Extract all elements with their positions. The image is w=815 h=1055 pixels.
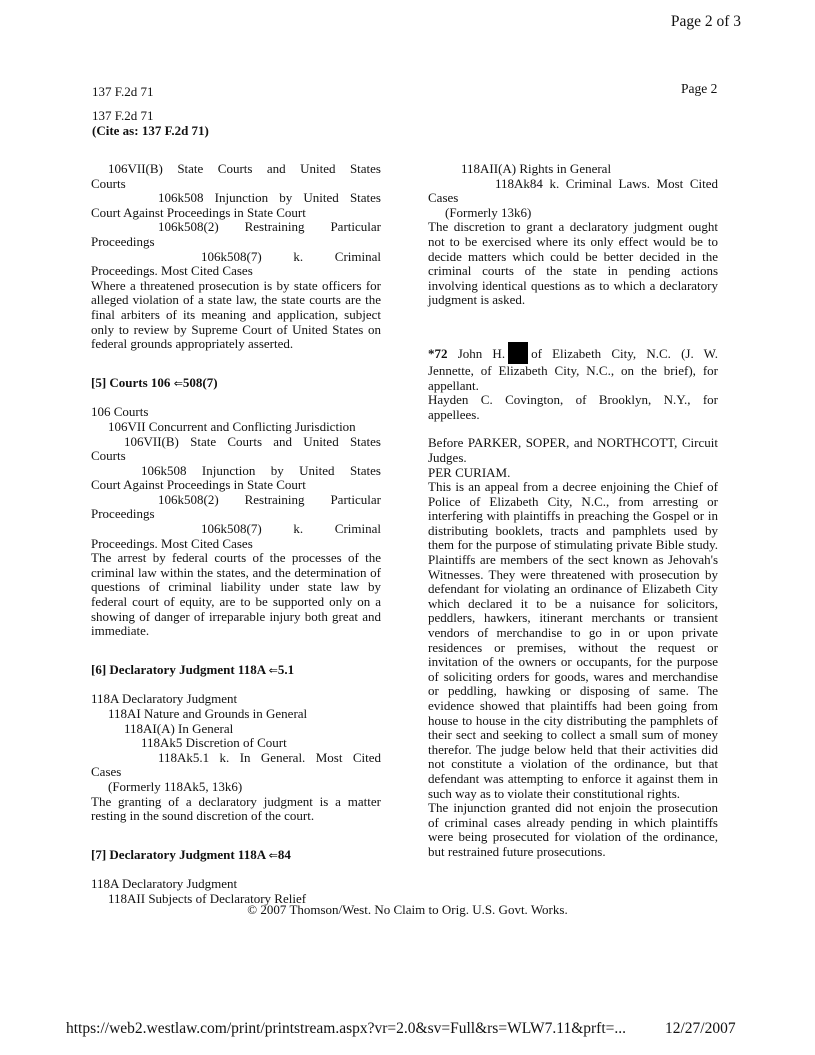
keynote-line: 118AII Subjects of Declaratory Relief [108,890,307,906]
panel-judges: Before PARKER, SOPER, and NORTHCOTT, Circuit Judges. [428,435,718,465]
opinion-text: This is an appeal from a decree enjoining the Chief of Police of Elizabeth City, N.C., from arresting or interfering with plaintiffs in preaching the Gospel or in distributing booklets, tracts and pamphlets used by them for the purpose of stimulating private Bible study. Plaintiffs are members of the sect known as Jehovah's Witnesses. They were threatened with prosecution by defendant for violating an ordinance of Elizabeth City which declared it to be a nuisance for solicitors, peddlers, hawkers, itinerant merchants or transient vendors of merchandise to go in or upon private residences or premises, without the request or invitation of the owners or occupants, for the purpose of soliciting orders for goods, wares and merchandise or peddling, hawking or disposing of same. The evidence showed that plaintiffs had been going from house to house in the city distributing the pamphlets of their sect and seeking to collect a small sum of money therefor. The judge below held that their activities did not constitute a violation of the ordinance, but that defendant was attempting to enforce it against them in such way as to violate their constitutional rights. [428,479,718,801]
keynote-line: 118Ak5 Discretion of Court [141,735,287,751]
page-count: Page 2 of 3 [670,13,741,30]
copyright-notice: © 2007 Thomson/West. No Claim to Orig. U.S. Govt. Works. [247,902,568,917]
keynote-line: 118Ak84 k. Criminal Laws. Most Cited [495,175,718,191]
key-symbol-icon: ⇐ [268,663,278,677]
keynote-line: Proceedings [91,506,155,522]
headnote-text: The granting of a declaratory judgment is a matter resting in the sound discretion of the court. [91,793,381,824]
print-date: 12/27/2007 [665,1020,736,1037]
opinion-text: The injunction granted did not enjoin the prosecution of criminal cases already pending in which plaintiffs were being prosecuted for violation of the ordinance, but restrained future prosecutions. [428,800,718,859]
headnote-text: The discretion to grant a declaratory judgment ought not to be exercised where its only effect would be to decide matters which could be better decided in the criminal courts of the state in pending actions involving identical questions as to which a declaratory judgment is asked. [428,219,718,308]
keynote-line: 118Ak5.1 k. In General. Most Cited [158,749,381,765]
keynote-line: Proceedings. Most Cited Cases [91,263,253,279]
left-column [91,162,381,907]
keynote-line: Court Against Proceedings in State Court [91,204,306,220]
keynote-line: 106VII(B) State Courts and United States [108,161,381,176]
keynote-line: 106k508(2) Restraining Particular [158,219,381,235]
citation-block [92,109,209,138]
keynote-line: 106k508(2) Restraining Particular [158,491,381,507]
per-curiam: PER CURIAM. [428,464,511,480]
keynote-line: 118AII(A) Rights in General [461,161,612,176]
keynote-line: (Formerly 13k6) [445,204,532,220]
keynote-line: Proceedings. Most Cited Cases [91,535,253,551]
right-column [428,162,718,860]
keynote-line: Court Against Proceedings in State Court [91,477,306,493]
headnote-heading-5[interactable]: [5] Courts 106 ⇐508(7) [91,374,218,390]
headnote-heading-6[interactable]: [6] Declaratory Judgment 118A ⇐5.1 [91,661,295,677]
keynote-line: (Formerly 118Ak5, 13k6) [108,778,243,794]
keynote-line: 106k508 Injunction by United States [141,462,381,478]
keynote-line: Cases [428,190,459,206]
key-symbol-icon: ⇐ [173,376,183,390]
headnote-text: Where a threatened prosecution is by state officers for alleged violation of a state law, the state courts are the final arbiters of its meaning and application, subject only to review by Supreme Court of United States on federal grounds appropriately asserted. [91,277,381,352]
star-page: *72 [428,345,448,361]
citation-line: 137 F.2d 71 [92,108,154,123]
keynote-line: 106k508 Injunction by United States [158,190,381,206]
keynote-line: 106k508(7) k. Criminal [201,248,381,264]
citation-header: 137 F.2d 71 [92,84,154,99]
keynote-line: Courts [91,175,126,191]
keynote-line: 106k508(7) k. Criminal [201,521,381,537]
headnote-text: The arrest by federal courts of the processes of the criminal law within the states, and the determination of questions of criminal liability under state law by federal court of equity, are to be supported only on a showing of danger of irreparable injury both great and immediate. [91,550,381,639]
keynote-line: 106VII(B) State Courts and United States [124,433,381,449]
keynote-line: 106 Courts [91,404,149,420]
counsel-appellees: Hayden C. Covington, of Brooklyn, N.Y., for appellees. [428,392,718,422]
print-url: https://web2.westlaw.com/print/printstream.aspx?vr=2.0&sv=Full&rs=WLW7.11&prft=... [66,1020,627,1037]
keynote-line: 118AI(A) In General [124,720,234,736]
keynote-line: Courts [91,448,126,464]
keynote-line: 106VII Concurrent and Conflicting Jurisdiction [108,418,356,434]
counsel-appellant: *72 John H. of Elizabeth City, N.C. (J. W. Jennette, of Elizabeth City, N.C., on the brief), for appellant. [428,342,718,393]
keynote-line: Cases [91,764,122,780]
redaction-block [508,342,528,364]
keynote-line: 118A Declaratory Judgment [91,691,238,707]
keynote-line: 118AI Nature and Grounds in General [108,706,308,721]
page-number: Page 2 [681,81,718,96]
keynote-line: Proceedings [91,233,155,249]
cite-as: (Cite as: 137 F.2d 71) [92,122,209,138]
headnote-heading-7[interactable]: [7] Declaratory Judgment 118A ⇐84 [91,846,291,862]
keynote-line: 118A Declaratory Judgment [91,876,238,892]
key-symbol-icon: ⇐ [268,848,278,862]
